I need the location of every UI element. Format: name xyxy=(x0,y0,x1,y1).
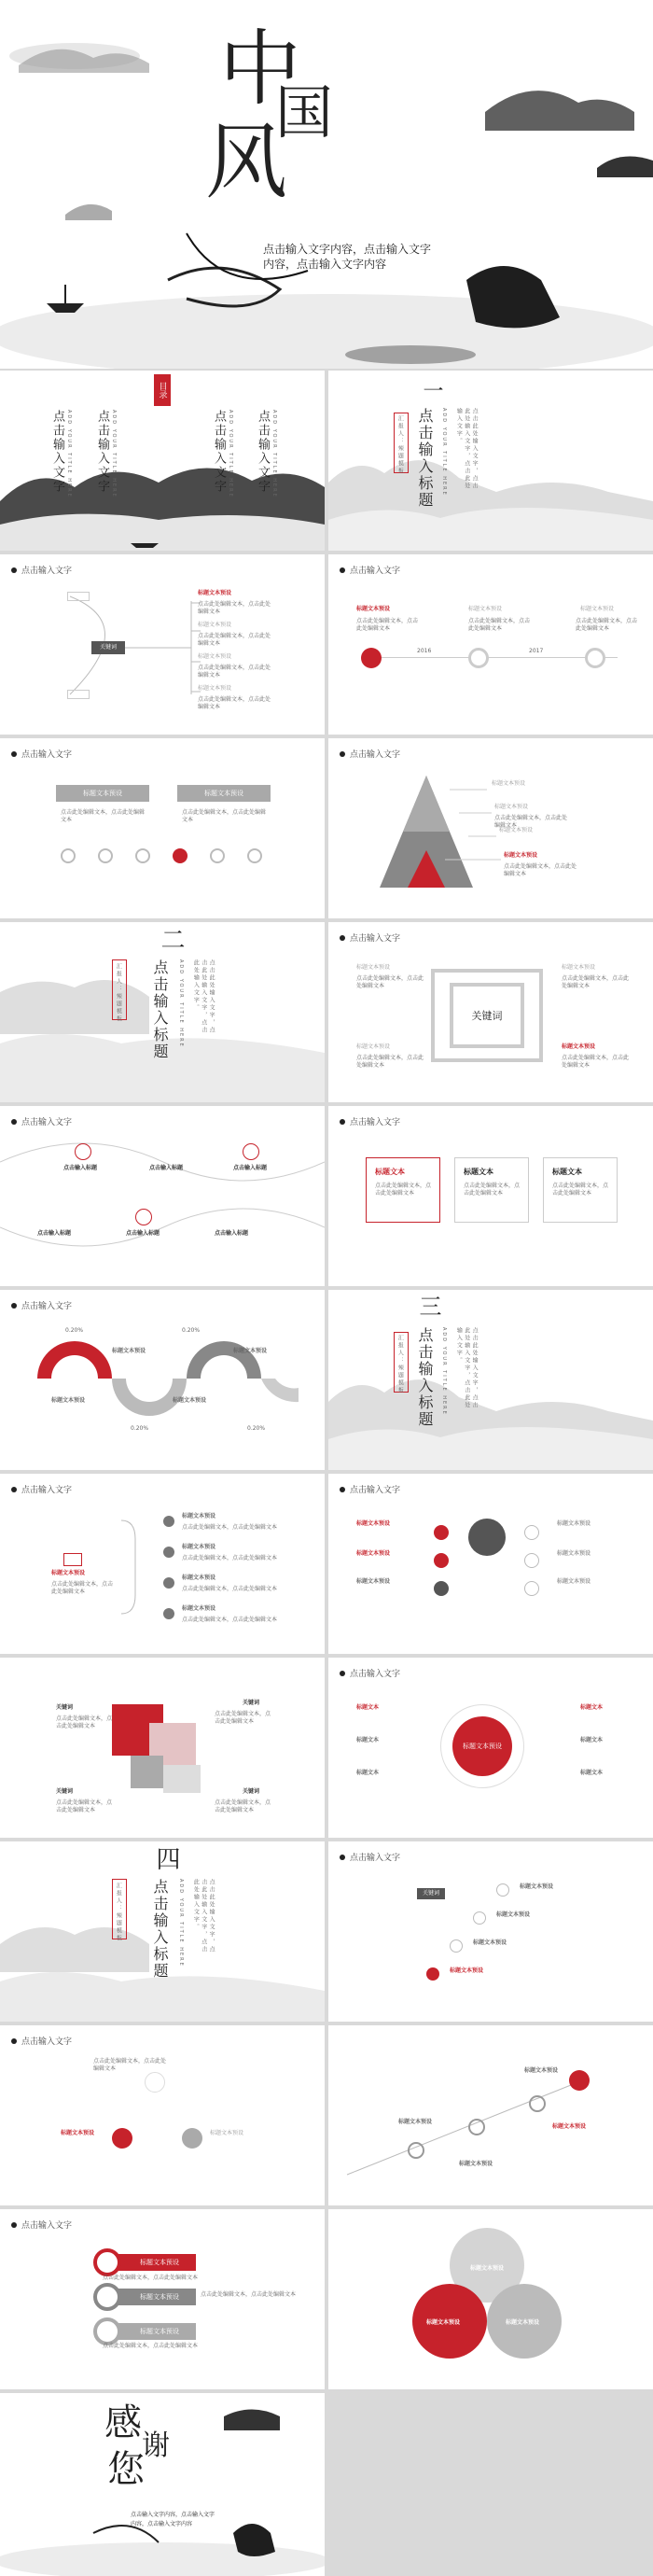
arcs-title-3: 标题文本预设 xyxy=(51,1397,86,1404)
central-header xyxy=(340,1667,400,1679)
rising-node-1[interactable] xyxy=(408,2142,424,2159)
section-4-title: 点击输入标题 xyxy=(151,1879,169,1980)
kw-title-4: 关键词 xyxy=(243,1788,260,1795)
slide-toc[interactable] xyxy=(0,371,325,551)
quadrant-tr-body: 点击此处编辑文本，点击此处编辑文本 xyxy=(562,975,630,990)
venn-title-top: 标题文本预设 xyxy=(470,2265,505,2272)
banner-2-label: 标题文本预设 xyxy=(140,2293,179,2301)
toc-item-en-1: ADD YOUR TITLE HERE xyxy=(66,410,72,498)
slide-section-2[interactable] xyxy=(0,922,325,1102)
bracket-node-4[interactable] xyxy=(163,1608,174,1619)
hub-title-r2: 标题文本预设 xyxy=(557,1550,591,1557)
thanks-ink xyxy=(0,2393,325,2576)
toc-item-1[interactable]: 点击输入文字 xyxy=(50,410,64,494)
kw-body-1: 点击此处编辑文本，点击此处编辑文本 xyxy=(56,1715,113,1730)
pyramid-title-4: 标题文本预设 xyxy=(504,852,538,859)
quadrant-bl-title: 标题文本预设 xyxy=(356,1043,391,1050)
section-4-number: 四 xyxy=(152,1846,180,1872)
card-2-body: 点击此处编辑文本，点击此处编辑文本 xyxy=(464,1183,521,1197)
quadrant-br-body: 点击此处编辑文本，点击此处编辑文本 xyxy=(562,1055,630,1070)
cover-subtitle-2: 内容，点击输入文字内容 xyxy=(263,258,387,271)
card-2-title: 标题文本 xyxy=(464,1168,493,1176)
venn-title-left: 标题文本预设 xyxy=(426,2319,461,2326)
section-2-number: 二 xyxy=(157,927,185,953)
staircase-title-3: 标题文本预设 xyxy=(473,1939,507,1946)
cycle-arrows-header-text: 点击输入文字 xyxy=(21,2037,73,2047)
thanks-char-3: 您 xyxy=(107,2448,145,2491)
pyramid-header-text: 点击输入文字 xyxy=(350,750,401,760)
venn-title-right: 标题文本预设 xyxy=(506,2319,540,2326)
mindmap-body-1: 点击此处编辑文本，点击此处编辑文本 xyxy=(198,601,271,616)
hub-title-r1: 标题文本预设 xyxy=(557,1520,591,1527)
section-1-number: 一 xyxy=(420,380,443,402)
timeline-title-3: 标题文本预设 xyxy=(580,606,615,612)
section-4-en: ADD YOUR TITLE HERE xyxy=(178,1879,184,1967)
banner-body-1: 点击此处编辑文本，点击此处编辑文本 xyxy=(103,2275,199,2281)
arcs-header-text: 点击输入文字 xyxy=(21,1302,73,1311)
arcs-percent-3: 0.20% xyxy=(131,1425,149,1432)
central-core-label: 标题文本预设 xyxy=(463,1743,502,1750)
central-title-l1: 标题文本 xyxy=(356,1704,380,1711)
quadrant-bl-body: 点击此处编辑文本，点击此处编辑文本 xyxy=(356,1055,424,1070)
rising-title-2: 标题文本预设 xyxy=(459,2161,493,2167)
section-3-mountains xyxy=(328,1290,653,1470)
section-1-desc: 点击此处输入文字，点击此处输入文字，点击此处输入文字。 xyxy=(455,408,479,490)
timeline-year-2: 2017 xyxy=(529,648,544,654)
quadrant-br-title: 标题文本预设 xyxy=(562,1043,596,1050)
icon-cycle-header-text: 点击输入文字 xyxy=(21,1118,73,1127)
timeline-header-text: 点击输入文字 xyxy=(350,567,401,576)
hub-node-3[interactable] xyxy=(434,1581,449,1596)
slide-venn[interactable] xyxy=(328,2209,653,2389)
timeline-body-2: 点击此处编辑文本，点击此处编辑文本 xyxy=(468,618,531,633)
pyramid-title-2: 标题文本预设 xyxy=(494,804,529,810)
slide-banner-list[interactable] xyxy=(0,2209,325,2389)
slide-keyword-squares[interactable] xyxy=(0,1658,325,1838)
staircase-title-4: 标题文本预设 xyxy=(450,1967,484,1974)
rising-title-4: 标题文本预设 xyxy=(552,2123,587,2130)
toc-badge-label: 目录 xyxy=(157,382,167,399)
toc-item-en-3: ADD YOUR TITLE HERE xyxy=(228,410,233,498)
header-dot-icon xyxy=(340,1855,345,1860)
slide-timeline[interactable] xyxy=(328,554,653,735)
bracket-lines xyxy=(0,1474,325,1654)
slide-cover[interactable] xyxy=(0,0,653,369)
ink-mountains-top xyxy=(0,0,653,369)
bracket-node-3[interactable] xyxy=(163,1577,174,1589)
mindmap-center-node[interactable] xyxy=(91,641,125,654)
steps-banner-1 xyxy=(56,785,149,802)
kw-body-4: 点击此处编辑文本，点击此处编辑文本 xyxy=(215,1799,271,1814)
slide-hub[interactable] xyxy=(328,1474,653,1654)
hub-node-6[interactable] xyxy=(524,1581,539,1596)
steps-banner-2 xyxy=(177,785,271,802)
mindmap-title-4: 标题文本预设 xyxy=(198,685,232,692)
thanks-sub-2: 内容，点击输入文字内容 xyxy=(131,2521,193,2527)
icon-cycle-node-1[interactable] xyxy=(75,1143,91,1160)
section-4-author: 汇报人：辣题模板 xyxy=(115,1883,122,1942)
three-cards-header xyxy=(340,1115,400,1127)
staircase-node-4[interactable] xyxy=(426,1967,439,1981)
card-3-title: 标题文本 xyxy=(552,1168,582,1176)
slide-section-4[interactable] xyxy=(0,1841,325,2022)
hub-center[interactable] xyxy=(468,1519,506,1556)
kw-title-3: 关键词 xyxy=(56,1788,74,1795)
central-core[interactable] xyxy=(452,1716,512,1776)
header-dot-icon xyxy=(340,935,345,941)
slide-quadrant[interactable] xyxy=(328,922,653,1102)
steps-body-2: 点击此处编辑文本，点击此处编辑文本 xyxy=(182,809,267,824)
toc-badge xyxy=(154,374,171,406)
timeline-body-3: 点击此处编辑文本，点击此处编辑文本 xyxy=(576,618,638,633)
section-2-author: 汇报人：辣题模板 xyxy=(115,963,122,1023)
hub-title-r3: 标题文本预设 xyxy=(557,1578,591,1585)
rising-node-3[interactable] xyxy=(529,2095,546,2112)
timeline-body-1: 点击此处编辑文本，点击此处编辑文本 xyxy=(356,618,419,633)
square-4 xyxy=(163,1765,201,1793)
central-header-text: 点击输入文字 xyxy=(350,1670,401,1679)
header-dot-icon xyxy=(340,1119,345,1125)
quadrant-center-label: 关键词 xyxy=(471,1010,503,1022)
bracket-left-title: 标题文本预设 xyxy=(51,1570,86,1576)
card-1-body: 点击此处编辑文本，点击此处编辑文本 xyxy=(375,1183,432,1197)
section-1-author: 汇报人：辣题模板 xyxy=(396,415,404,475)
hub-node-2[interactable] xyxy=(434,1553,449,1568)
card-1-title: 标题文本 xyxy=(375,1168,405,1176)
hub-header-text: 点击输入文字 xyxy=(350,1486,401,1495)
slide-rising-path[interactable] xyxy=(328,2025,653,2205)
icon-cycle-title-4: 点击输入标题 xyxy=(37,1230,72,1237)
header-dot-icon xyxy=(340,1487,345,1492)
timeline-node-3[interactable] xyxy=(585,648,605,668)
quadrant-tr-title: 标题文本预设 xyxy=(562,964,596,971)
header-dot-icon xyxy=(340,567,345,573)
cycle-body-top: 点击此处编辑文本，点击此处编辑文本 xyxy=(93,2058,167,2073)
thanks-sub-1: 点击输入文字内容，点击输入文字 xyxy=(131,2512,215,2518)
section-1-en: ADD YOUR TITLE HERE xyxy=(441,408,447,497)
toc-item-en-2: ADD YOUR TITLE HERE xyxy=(111,410,117,498)
section-4-desc: 点击此处输入文字，点击此处输入文字，点击此处输入文字。 xyxy=(192,1879,215,1953)
bracket-title-4: 标题文本预设 xyxy=(182,1605,216,1612)
timeline-year-1: 2016 xyxy=(417,648,432,654)
pyramid-body-4: 点击此处编辑文本，点击此处编辑文本 xyxy=(504,863,577,878)
section-3-en: ADD YOUR TITLE HERE xyxy=(441,1327,447,1416)
mindmap-title-3: 标题文本预设 xyxy=(198,653,232,660)
central-title-l2: 标题文本 xyxy=(356,1737,380,1743)
section-3-author: 汇报人：辣题模板 xyxy=(396,1335,404,1394)
rising-title-3: 标题文本预设 xyxy=(524,2067,559,2074)
thanks-char-1: 感 xyxy=(104,2401,142,2444)
bracket-body-3: 点击此处编辑文本，点击此处编辑文本 xyxy=(182,1586,278,1592)
steps-node-2[interactable] xyxy=(98,848,113,863)
central-title-r3: 标题文本 xyxy=(580,1770,604,1776)
steps-node-3[interactable] xyxy=(135,848,150,863)
staircase-node-2[interactable] xyxy=(473,1911,486,1925)
slide-mindmap[interactable] xyxy=(0,554,325,735)
mindmap-title-1: 标题文本预设 xyxy=(198,590,232,596)
arcs-percent-4: 0.20% xyxy=(247,1425,266,1432)
cycle-title-right: 标题文本预设 xyxy=(210,2130,244,2136)
quadrant-center xyxy=(450,983,524,1048)
bracket-list-header-text: 点击输入文字 xyxy=(21,1486,73,1495)
slide-bracket-list[interactable] xyxy=(0,1474,325,1654)
slide-staircase[interactable] xyxy=(328,1841,653,2022)
banner-icon-3 xyxy=(93,2317,121,2345)
three-cards-header-text: 点击输入文字 xyxy=(350,1118,401,1127)
staircase-tag[interactable] xyxy=(417,1888,445,1899)
bracket-title-3: 标题文本预设 xyxy=(182,1575,216,1581)
section-2-desc: 点击此处输入文字，点击此处输入文字，点击此处输入文字。 xyxy=(192,959,215,1034)
steps-banner-2-label: 标题文本预设 xyxy=(204,790,243,797)
toc-item-2[interactable]: 点击输入文字 xyxy=(95,410,109,494)
steps-node-1[interactable] xyxy=(61,848,76,863)
steps-node-6[interactable] xyxy=(247,848,262,863)
bracket-node-2[interactable] xyxy=(163,1547,174,1558)
header-dot-icon xyxy=(11,751,17,757)
banner-icon-1 xyxy=(93,2248,121,2276)
icon-cycle-wave xyxy=(0,1106,325,1286)
slide-cycle-arrows[interactable] xyxy=(0,2025,325,2205)
icon-cycle-node-3[interactable] xyxy=(135,1209,152,1225)
quadrant-tl-title: 标题文本预设 xyxy=(356,964,391,971)
hub-node-5[interactable] xyxy=(524,1553,539,1568)
kw-title-2: 关键词 xyxy=(243,1700,260,1706)
arcs-title-2: 标题文本预设 xyxy=(233,1348,268,1354)
steps-banner-1-label: 标题文本预设 xyxy=(83,790,122,797)
central-title-r1: 标题文本 xyxy=(580,1704,604,1711)
timeline-node-2[interactable] xyxy=(468,648,489,668)
hub-node-4[interactable] xyxy=(524,1525,539,1540)
arcs-chart xyxy=(0,1290,325,1470)
icon-cycle-title-2: 点击输入标题 xyxy=(149,1165,184,1171)
kw-body-3: 点击此处编辑文本，点击此处编辑文本 xyxy=(56,1799,113,1814)
steps-node-5[interactable] xyxy=(210,848,225,863)
bracket-body-4: 点击此处编辑文本，点击此处编辑文本 xyxy=(182,1617,278,1623)
cover-title-char-1: 中 xyxy=(219,21,302,117)
mindmap-center-label: 关键词 xyxy=(99,644,117,651)
section-3-desc: 点击此处输入文字，点击此处输入文字，点击此处输入文字。 xyxy=(455,1327,479,1409)
cover-title-char-3: 风 xyxy=(205,114,288,210)
slide-central-circle[interactable] xyxy=(328,1658,653,1838)
banner-body-2: 点击此处编辑文本，点击此处编辑文本 xyxy=(201,2291,297,2298)
icon-cycle-title-1: 点击输入标题 xyxy=(63,1165,98,1171)
hub-header xyxy=(340,1483,400,1495)
steps-body-1: 点击此处编辑文本，点击此处编辑文本 xyxy=(61,809,146,824)
slide-arcs[interactable] xyxy=(0,1290,325,1470)
staircase-node-3[interactable] xyxy=(450,1939,463,1953)
banner-3-label: 标题文本预设 xyxy=(140,2328,179,2335)
slide-pyramid[interactable] xyxy=(328,738,653,918)
hub-title-l1: 标题文本预设 xyxy=(356,1520,391,1527)
square-3 xyxy=(131,1756,163,1788)
arcs-percent-1: 0.20% xyxy=(65,1327,84,1334)
timeline-node-1[interactable] xyxy=(361,648,382,668)
mindmap-header-text: 点击输入文字 xyxy=(21,567,73,576)
steps-node-4[interactable] xyxy=(173,848,188,863)
icon-cycle-title-3: 点击输入标题 xyxy=(233,1165,268,1171)
slide-icon-cycle[interactable] xyxy=(0,1106,325,1286)
staircase-tag-label: 关键词 xyxy=(422,1890,439,1897)
slide-thanks[interactable] xyxy=(0,2393,325,2576)
bracket-title-1: 标题文本预设 xyxy=(182,1513,216,1519)
staircase-title-2: 标题文本预设 xyxy=(496,1911,531,1918)
cycle-arrows-header xyxy=(11,2035,72,2047)
central-title-l3: 标题文本 xyxy=(356,1770,380,1776)
header-dot-icon xyxy=(340,1671,345,1676)
bracket-body-1: 点击此处编辑文本，点击此处编辑文本 xyxy=(182,1524,278,1531)
staircase-node-1[interactable] xyxy=(496,1883,509,1897)
pyramid-chart xyxy=(328,738,653,918)
timeline-title-1: 标题文本预设 xyxy=(356,606,391,612)
rising-node-4[interactable] xyxy=(569,2070,590,2091)
timeline-line xyxy=(366,657,618,658)
steps-header xyxy=(11,748,72,760)
rising-node-2[interactable] xyxy=(468,2119,485,2135)
staircase-header xyxy=(340,1851,400,1863)
section-1-mountains xyxy=(328,371,653,551)
cycle-node-top[interactable] xyxy=(145,2072,165,2093)
banner-list-header-text: 点击输入文字 xyxy=(21,2221,73,2231)
card-3-body: 点击此处编辑文本，点击此处编辑文本 xyxy=(552,1183,609,1197)
hub-title-l3: 标题文本预设 xyxy=(356,1578,391,1585)
rising-path-line xyxy=(328,2025,653,2205)
bracket-icon xyxy=(63,1553,82,1566)
pyramid-body-2: 点击此处编辑文本，点击此处编辑文本 xyxy=(494,815,568,830)
steps-header-text: 点击输入文字 xyxy=(21,750,73,760)
timeline-header xyxy=(340,564,400,576)
cover-title-char-2: 国 xyxy=(275,78,334,147)
banner-1-label: 标题文本预设 xyxy=(140,2259,179,2266)
mindmap-lines xyxy=(0,554,325,735)
icon-cycle-title-6: 点击输入标题 xyxy=(215,1230,249,1237)
icon-cycle-title-5: 点击输入标题 xyxy=(126,1230,160,1237)
toc-item-3[interactable]: 点击输入文字 xyxy=(212,410,226,494)
pyramid-title-3: 标题文本预设 xyxy=(499,827,534,833)
quadrant-header-text: 点击输入文字 xyxy=(350,934,401,944)
slide-section-3[interactable] xyxy=(328,1290,653,1470)
section-3-title: 点击输入标题 xyxy=(416,1327,434,1428)
cycle-node-left[interactable] xyxy=(112,2128,132,2149)
mindmap-left-node-2[interactable] xyxy=(67,690,90,699)
section-2-title: 点击输入标题 xyxy=(151,959,169,1060)
staircase-title-1: 标题文本预设 xyxy=(520,1883,554,1890)
header-dot-icon xyxy=(11,2038,17,2044)
icon-cycle-node-2[interactable] xyxy=(243,1143,259,1160)
cover-subtitle-1: 点击输入文字内容，点击输入文字 xyxy=(263,243,432,256)
slide-three-cards[interactable] xyxy=(328,1106,653,1286)
banner-body-3: 点击此处编辑文本，点击此处编辑文本 xyxy=(103,2343,199,2349)
timeline-title-2: 标题文本预设 xyxy=(468,606,503,612)
bracket-left-body: 点击此处编辑文本，点击此处编辑文本 xyxy=(51,1581,114,1596)
mindmap-body-4: 点击此处编辑文本，点击此处编辑文本 xyxy=(198,696,271,711)
kw-title-1: 关键词 xyxy=(56,1704,74,1711)
central-title-r2: 标题文本 xyxy=(580,1737,604,1743)
mindmap-left-node-1[interactable] xyxy=(67,592,90,601)
rising-title-1: 标题文本预设 xyxy=(398,2119,433,2125)
cycle-title-left: 标题文本预设 xyxy=(61,2130,95,2136)
mindmap-body-2: 点击此处编辑文本，点击此处编辑文本 xyxy=(198,633,271,648)
section-2-en: ADD YOUR TITLE HERE xyxy=(178,959,184,1048)
header-dot-icon xyxy=(11,2222,17,2228)
bracket-node-1[interactable] xyxy=(163,1516,174,1527)
hub-node-1[interactable] xyxy=(434,1525,449,1540)
toc-item-en-4: ADD YOUR TITLE HERE xyxy=(271,410,277,498)
toc-item-4[interactable]: 点击输入文字 xyxy=(256,410,270,494)
arcs-percent-2: 0.20% xyxy=(182,1327,201,1334)
thanks-char-2: 谢 xyxy=(142,2429,170,2462)
mindmap-title-2: 标题文本预设 xyxy=(198,622,232,628)
bracket-body-2: 点击此处编辑文本，点击此处编辑文本 xyxy=(182,1555,278,1561)
arcs-title-1: 标题文本预设 xyxy=(112,1348,146,1354)
bracket-title-2: 标题文本预设 xyxy=(182,1544,216,1550)
cycle-node-right[interactable] xyxy=(182,2128,202,2149)
section-3-number: 三 xyxy=(415,1295,441,1319)
banner-list-header xyxy=(11,2219,72,2231)
quadrant-header xyxy=(340,931,400,944)
quadrant-tl-body: 点击此处编辑文本，点击此处编辑文本 xyxy=(356,975,424,990)
mindmap-body-3: 点击此处编辑文本，点击此处编辑文本 xyxy=(198,665,271,679)
kw-body-2: 点击此处编辑文本，点击此处编辑文本 xyxy=(215,1711,271,1726)
slide-section-1[interactable] xyxy=(328,371,653,551)
hub-title-l2: 标题文本预设 xyxy=(356,1550,391,1557)
pyramid-title-1: 标题文本预设 xyxy=(492,780,526,787)
arcs-title-4: 标题文本预设 xyxy=(173,1397,207,1404)
slide-steps[interactable] xyxy=(0,738,325,918)
staircase-header-text: 点击输入文字 xyxy=(350,1854,401,1863)
section-1-title: 点击输入标题 xyxy=(416,408,434,509)
banner-icon-2 xyxy=(93,2283,121,2311)
